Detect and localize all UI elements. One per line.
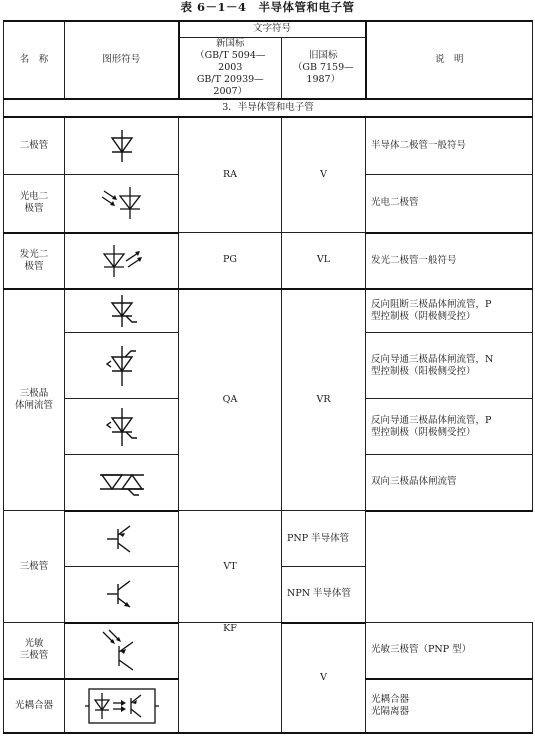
row-desc: 光耦合器 光隔离器 (366, 679, 533, 733)
code-new-led: PG (179, 233, 282, 289)
header-row (4, 21, 533, 37)
header-name: 名 称 (4, 21, 65, 99)
section-row (4, 99, 533, 117)
table-row (4, 233, 533, 289)
row-name: 三极晶 体闸流管 (4, 289, 65, 511)
row-name: 二极管 (4, 117, 65, 175)
row-desc: 反向导通三极晶体闸流管，N 型控制极（阳极侧受控） (366, 333, 533, 399)
symbol-table (3, 20, 533, 734)
row-desc: PNP 半导体管 (282, 511, 366, 567)
table-row (4, 289, 533, 333)
photodiode-icon (65, 175, 179, 233)
triac-icon (65, 455, 179, 511)
table-row (4, 117, 533, 175)
row-desc: 发光二极管一般符号 (366, 233, 533, 289)
optocoupler-icon (65, 679, 179, 733)
header-old-std: 旧国标 （GB 7159— 1987） (282, 37, 366, 99)
code-new-thyristor: QA (179, 289, 282, 511)
header-symbol: 图形符号 (65, 21, 179, 99)
pnp-transistor-icon (65, 511, 179, 567)
row-desc: 光敏三极管（PNP 型） (366, 623, 533, 679)
header-new-std: 新国标 （GB/T 5094—2003 GB/T 20939—2007） (179, 37, 282, 99)
table-row (4, 511, 533, 567)
row-desc: 双向三极晶体闸流管 (366, 455, 533, 511)
npn-transistor-icon (65, 567, 179, 623)
table-row (4, 623, 533, 679)
header-code-group: 文字符号 (179, 21, 366, 37)
row-name: 发光二 极管 (4, 233, 65, 289)
code-old-thyristor: VR (282, 289, 366, 511)
row-desc: 半导体二极管一般符号 (366, 117, 533, 175)
row-desc: 反向阻断三极晶体闸流管，P 型控制极（阴极侧受控） (366, 289, 533, 333)
table-title: 表 6－1－4 半导体管和电子管 (180, 0, 355, 14)
code-old-transistor: VT (179, 511, 282, 623)
phototransistor-icon (65, 623, 179, 679)
section-title: 3．半导体管和电子管 (4, 99, 533, 117)
thyristor-rc-p-icon (65, 399, 179, 455)
thyristor-n-icon (65, 333, 179, 399)
code-old-led: VL (282, 233, 366, 289)
row-desc: 光电二极管 (366, 175, 533, 233)
row-name: 三极管 (4, 511, 65, 623)
row-name: 光耦合器 (4, 679, 65, 733)
code-new-diode: RA (179, 117, 282, 233)
row-name: 光敏 三极管 (4, 623, 65, 679)
row-desc: 反向导通三极晶体闸流管，P 型控制极（阴极侧受控） (366, 399, 533, 455)
led-icon (65, 233, 179, 289)
code-old-coupler: V (282, 623, 366, 733)
thyristor-p-icon (65, 289, 179, 333)
code-new-transistor: KF (179, 623, 282, 733)
row-name: 光电二 极管 (4, 175, 65, 233)
row-desc: NPN 半导体管 (282, 567, 366, 623)
header-desc: 说 明 (366, 21, 533, 99)
code-old-diode: V (282, 117, 366, 233)
diode-icon (65, 117, 179, 175)
